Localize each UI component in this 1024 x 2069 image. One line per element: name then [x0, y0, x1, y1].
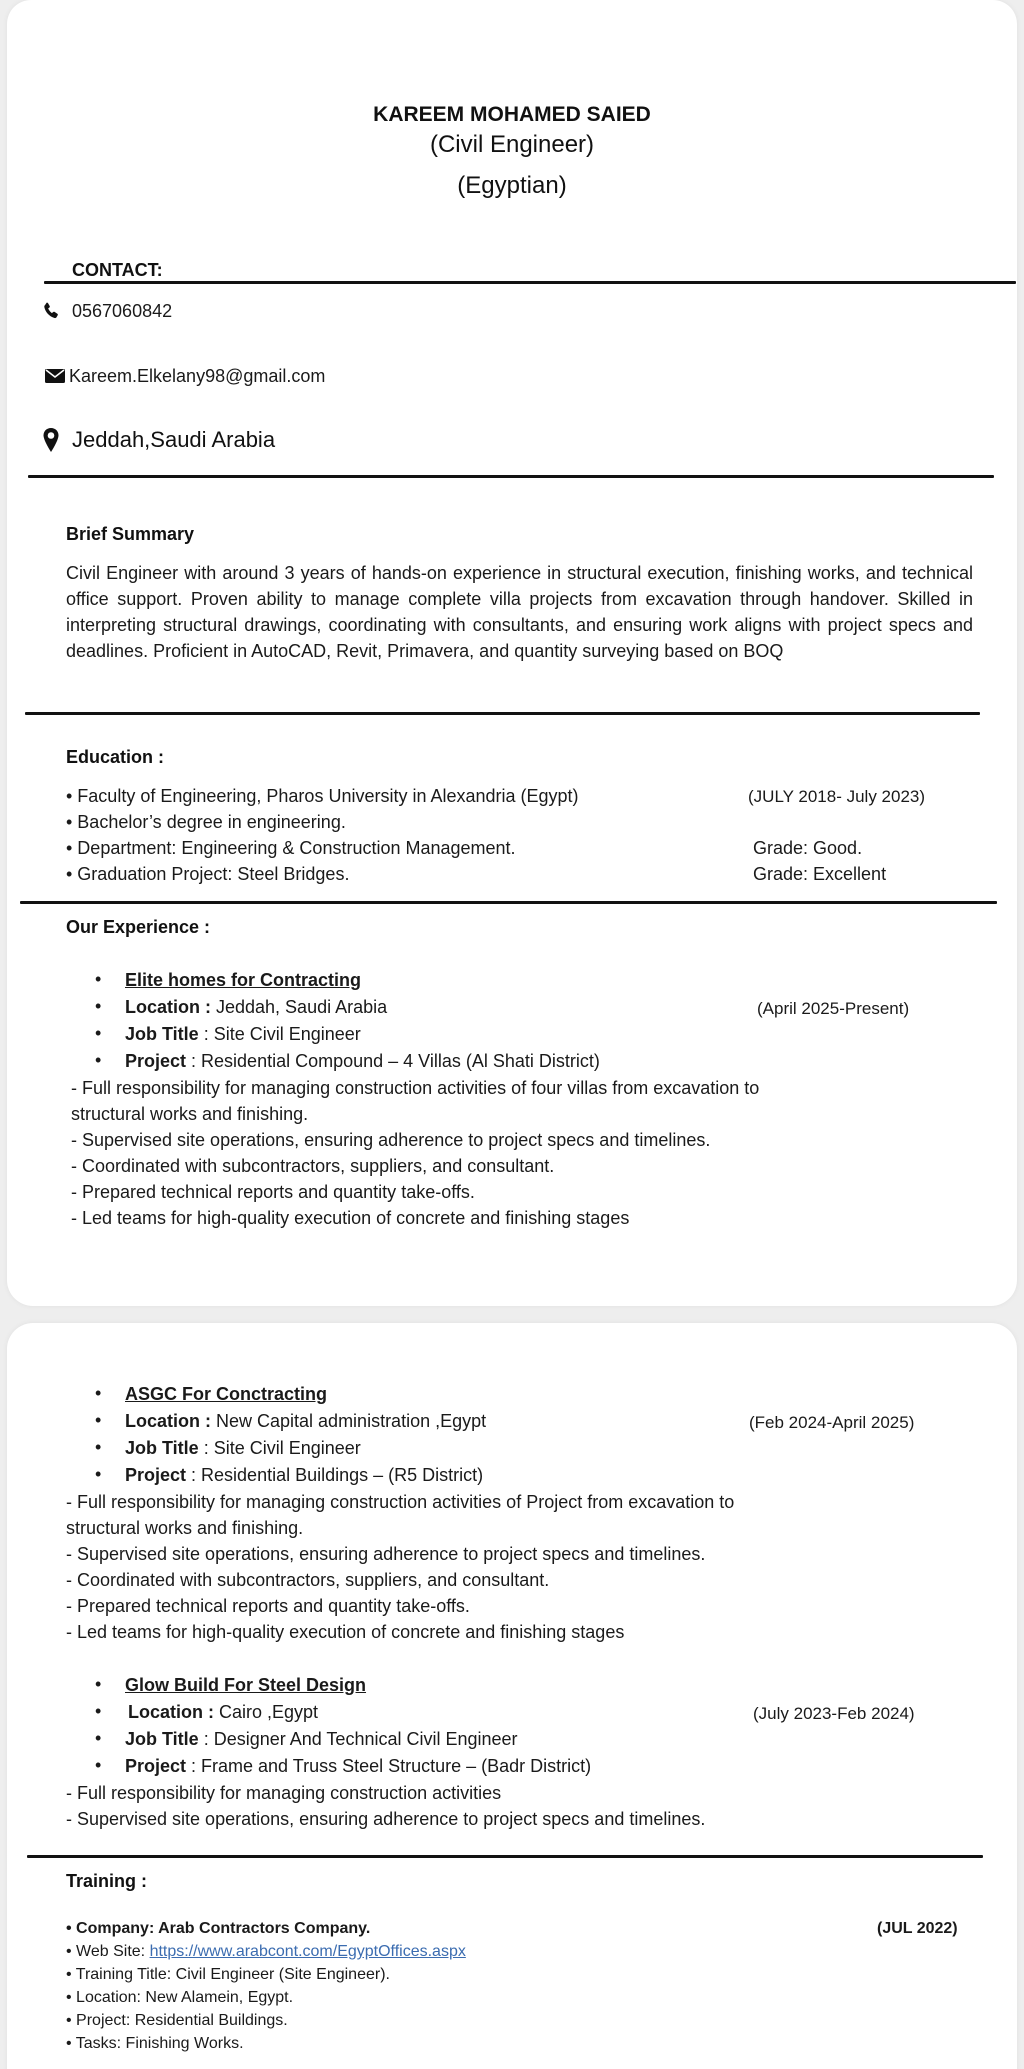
training-item: • Location: New Alamein, Egypt.	[66, 1989, 294, 2006]
job-duty: - Led teams for high-quality execution of concrete and finishing stages	[66, 1622, 625, 1642]
education-grade: Grade: Good.	[753, 838, 863, 858]
job-duty: - Coordinated with subcontractors, suppliers, and consultant.	[66, 1570, 550, 1590]
job-duty: - Supervised site operations, ensuring adherence to project specs and timelines.	[71, 1130, 711, 1150]
education-period: (JULY 2018- July 2023)	[748, 787, 926, 806]
contact-heading: CONTACT:	[72, 260, 163, 280]
map-pin-icon	[40, 429, 62, 451]
training-item: • Training Title: Civil Engineer (Site Engineer).	[66, 1966, 390, 1983]
job-duty: - Full responsibility for managing construction activities of Project from excavation to	[66, 1492, 735, 1512]
job-duty: - Prepared technical reports and quantity take-offs.	[66, 1596, 470, 1616]
candidate-profession: (Civil Engineer)	[429, 131, 595, 158]
job-duty: - Supervised site operations, ensuring adherence to project specs and timelines.	[66, 1544, 706, 1564]
contact-email	[43, 365, 325, 387]
job-period: (Feb 2024-April 2025)	[749, 1413, 915, 1432]
resume-page-1: KAREEM MOHAMED SAIED (Civil Engineer) (Egyptian) CONTACT: 0567060842 Kareem.Elkelany98@gmail.com Jeddah,Saudi Arabia Brief Summary Civil Engineer with around 3 years of hands-on experience in structural execution, finishing works, and technical office support. Proven ability to manage complete villa projects from excavation through handover. Skilled in interpreting structural drawings, coordinating with consultants, and ensuring work aligns with project specs and deadlines. Proficient in AutoCAD, Revit, Primavera, and quantity surveying based on BOQ Education : • Faculty of Engineering, Pharos University in Alexandria (Egypt) (JULY 2018- July 2023) • Bachelor’s degree in engineering. • Department: Engineering & Construction Management. Grade: Good. • Graduation Project: Steel Bridges. Grade: Excellent Our Experience : Elite homes for Contracting Location : Jeddah, Saudi Arabia (April 2025-Present) Job Title : Site Civil Engineer Project : Residential Compound – 4 Villas (Al Shati District) - Full responsibility for managing construction activities of four villas from excavation to structural works and finishing. - Supervised site operations, ensuring adherence to project specs and timelines. - Coordinated with subcontractors, suppliers, and consultant. - Prepared technical reports and quantity take-offs. - Led teams for high-quality execution of concrete and finishing stages	[7, 0, 1017, 1306]
education-item: • Bachelor’s degree in engineering.	[66, 812, 346, 832]
education-item: • Department: Engineering & Construction Management.	[66, 838, 516, 858]
training-company: • Company: Arab Contractors Company.	[66, 1920, 371, 1937]
job-duty: - Full responsibility for managing construction activities	[66, 1783, 502, 1803]
job-duty: - Coordinated with subcontractors, suppliers, and consultant.	[71, 1156, 555, 1176]
divider	[28, 475, 994, 478]
email-link[interactable]: Kareem.Elkelany98@gmail.com	[69, 365, 326, 386]
training-website: • Web Site: https://www.arabcont.com/EgyptOffices.aspx	[66, 1943, 466, 1960]
divider	[44, 281, 1016, 284]
training-item: • Project: Residential Buildings.	[66, 2012, 288, 2029]
experience-heading: Our Experience :	[66, 917, 211, 937]
job-duty: - Prepared technical reports and quantity take-offs.	[71, 1182, 475, 1202]
envelope-icon	[43, 365, 67, 387]
job-duty: - Full responsibility for managing construction activities of four villas from excavation to	[71, 1078, 760, 1098]
divider	[25, 712, 980, 715]
education-heading: Education :	[66, 747, 164, 767]
resume-page-2: ASGC For Conctracting Location : New Capital administration ,Egypt (Feb 2024-April 2025) Job Title : Site Civil Engineer Project : Residential Buildings – (R5 District) - Full responsibility for managing construction activities of Project from excavation to structural works and finishing. - Supervised site operations, ensuring adherence to project specs and timelines. - Coordinated with subcontractors, suppliers, and consultant. - Prepared technical reports and quantity take-offs. - Led teams for high-quality execution of concrete and finishing stages Glow Build For Steel Design Location : Cairo ,Egypt (July 2023-Feb 2024) Job Title : Designer And Technical Civil Engineer Project : Frame and Truss Steel Structure – (Badr District) - Full responsibility for managing construction activities - Supervised site operations, ensuring adherence to project specs and timelines. Training : • Company: Arab Contractors Company. (JUL 2022) • Web Site: https://www.arabcont.com/EgyptOffices.aspx • Training Title: Civil Engineer (Site Engineer). • Location: New Alamein, Egypt. • Project: Residential Buildings. • Tasks: Finishing Works.	[7, 1323, 1017, 2069]
job-duty: structural works and finishing.	[66, 1518, 304, 1538]
contact-phone	[40, 300, 172, 322]
training-date: (JUL 2022)	[877, 1920, 958, 1937]
education-item: • Graduation Project: Steel Bridges.	[66, 864, 350, 884]
job-duty: - Supervised site operations, ensuring adherence to project specs and timelines.	[66, 1809, 706, 1829]
job-period: (July 2023-Feb 2024)	[753, 1704, 915, 1723]
training-heading: Training :	[66, 1871, 147, 1891]
job-period: (April 2025-Present)	[757, 999, 910, 1018]
candidate-nationality: (Egyptian)	[457, 172, 567, 199]
contact-location	[40, 427, 275, 453]
education-grade: Grade: Excellent	[753, 864, 887, 884]
training-website-link[interactable]: https://www.arabcont.com/EgyptOffices.aspx	[149, 1943, 466, 1960]
location-text: Jeddah,Saudi Arabia	[72, 427, 276, 452]
job-duty: structural works and finishing.	[71, 1104, 309, 1124]
summary-heading: Brief Summary	[66, 524, 195, 544]
phone-icon	[40, 300, 62, 322]
divider	[20, 901, 997, 904]
training-item: • Tasks: Finishing Works.	[66, 2035, 244, 2052]
education-item: • Faculty of Engineering, Pharos University in Alexandria (Egypt)	[66, 786, 579, 806]
phone-number[interactable]: 0567060842	[72, 300, 173, 321]
divider	[27, 1855, 983, 1858]
candidate-name: KAREEM MOHAMED SAIED	[373, 103, 651, 126]
summary-text: Civil Engineer with around 3 years of hands-on experience in structural execution, finishing works, and technical office support. Proven ability to manage complete villa projects from excavation through handover. Skilled in interpreting structural drawings, coordinating with consultants, and ensuring work aligns with project specs and deadlines. Proficient in AutoCAD, Revit, Primavera, and quantity surveying based on BOQ	[66, 563, 973, 661]
job-duty: - Led teams for high-quality execution of concrete and finishing stages	[71, 1208, 630, 1228]
